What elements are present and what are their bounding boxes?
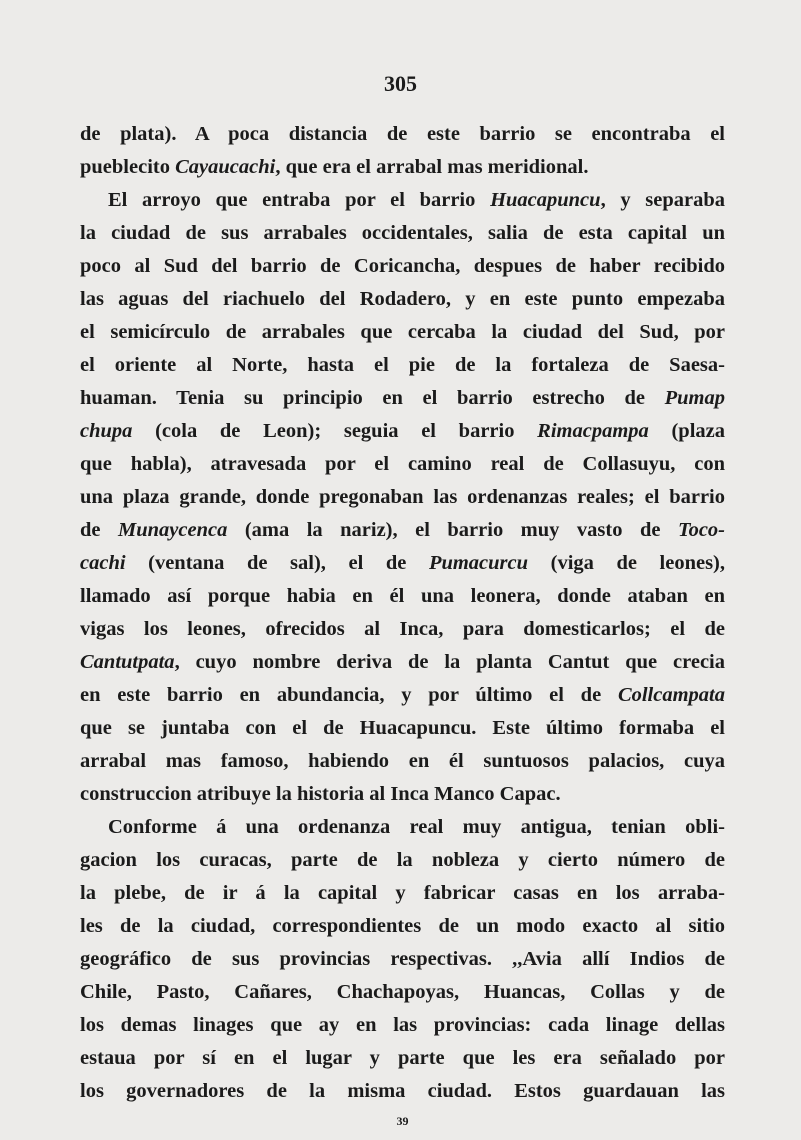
text-run: el oriente al Norte, hasta el pie de la fortaleza de Saesa- [80, 354, 725, 376]
text-run: (ama la nariz), el barrio muy vasto de [227, 519, 678, 541]
text-line [80, 1042, 725, 1075]
text-run: de [80, 519, 118, 541]
italic-term: Cayaucachi [175, 156, 276, 178]
text-run: Chile, Pasto, Cañares, Chachapoyas, Huancas, Collas y de [80, 981, 725, 1003]
text-run: poco al Sud del barrio de Coricancha, despues de haber recibido [80, 255, 725, 277]
text-line [80, 151, 725, 184]
text-line [80, 943, 725, 976]
text-line [80, 580, 725, 613]
text-line [80, 415, 725, 448]
text-line [80, 646, 725, 679]
text-run: la ciudad de sus arrabales occidentales, salia de esta capital un [80, 222, 725, 244]
text-line [80, 184, 725, 217]
text-line [80, 547, 725, 580]
text-line [80, 745, 725, 778]
text-run: El arroyo que entraba por el barrio [108, 189, 491, 211]
body-text [80, 118, 725, 1108]
text-run: pueblecito [80, 156, 176, 178]
italic-term: Rimacpampa [537, 420, 649, 442]
text-run: , que era el arrabal mas meridional. [275, 156, 589, 178]
text-line [80, 778, 725, 811]
italic-term: Pumap [664, 387, 725, 409]
text-line [80, 976, 725, 1009]
text-line [80, 712, 725, 745]
text-line [80, 250, 725, 283]
text-line [80, 382, 725, 415]
text-run: (cola de Leon); seguia el barrio [132, 420, 538, 442]
text-run: , cuyo nombre deriva de la planta Cantut que crecia [174, 651, 725, 673]
italic-term: Pumacurcu [428, 552, 529, 574]
text-run: (viga de leones), [528, 552, 725, 574]
text-run: (ventana de sal), el de [125, 552, 429, 574]
text-run: las aguas del riachuelo del Rodadero, y en este punto empezaba [80, 288, 725, 310]
italic-term: cachi [80, 552, 126, 574]
text-run: de plata). A poca distancia de este barrio se encontraba el [80, 123, 725, 145]
text-line [80, 118, 725, 151]
italic-term: Collcampata [617, 684, 725, 706]
text-run: Conforme á una ordenanza real muy antigua, tenian obli- [108, 816, 725, 838]
text-run: el semicírculo de arrabales que cercaba la ciudad del Sud, por [80, 321, 725, 343]
text-run: construccion atribuye la historia al Inca Manco Capac. [80, 783, 561, 805]
text-run: les de la ciudad, correspondientes de un modo exacto al sitio [80, 915, 725, 937]
page-number: 305 [384, 71, 417, 96]
italic-term: Huacapuncu [490, 189, 601, 211]
text-run: geográfico de sus provincias respectivas. ,,Avia allí Indios de [80, 948, 725, 970]
text-line [80, 679, 725, 712]
text-line [80, 283, 725, 316]
text-run: en este barrio en abundancia, y por último el de [80, 684, 618, 706]
text-run: arrabal mas famoso, habiendo en él suntuosos palacios, cuya [80, 750, 725, 772]
text-run: la plebe, de ir á la capital y fabricar casas en los arraba- [80, 882, 725, 904]
text-run: (plaza [648, 420, 725, 442]
italic-term: chupa [80, 420, 133, 442]
text-run: huaman. Tenia su principio en el barrio estrecho de [80, 387, 665, 409]
text-line [80, 1009, 725, 1042]
italic-term: Toco- [677, 519, 725, 541]
text-run: los governadores de la misma ciudad. Estos guardauan las [80, 1080, 725, 1102]
text-line [80, 877, 725, 910]
text-line [80, 811, 725, 844]
signature-mark: 39 [396, 1114, 409, 1128]
text-run: llamado así porque habia en él una leonera, donde ataban en [80, 585, 725, 607]
text-line [80, 481, 725, 514]
text-line [80, 844, 725, 877]
text-line [80, 514, 725, 547]
text-run: que habla), atravesada por el camino real de Collasuyu, con [80, 453, 725, 475]
italic-term: Munaycenca [118, 519, 228, 541]
text-run: los demas linages que ay en las provincias: cada linage dellas [80, 1014, 725, 1036]
text-run: vigas los leones, ofrecidos al Inca, para domesticarlos; el de [80, 618, 725, 640]
text-line [80, 349, 725, 382]
italic-term: Cantutpata [80, 651, 175, 673]
text-run: que se juntaba con el de Huacapuncu. Este último formaba el [80, 717, 725, 739]
text-line [80, 316, 725, 349]
text-line [80, 217, 725, 250]
text-run: , y separaba [600, 189, 725, 211]
text-run: gacion los curacas, parte de la nobleza y cierto número de [80, 849, 725, 871]
text-line [80, 1075, 725, 1108]
text-run: una plaza grande, donde pregonaban las ordenanzas reales; el barrio [80, 486, 725, 508]
text-line [80, 448, 725, 481]
text-run: estaua por sí en el lugar y parte que les era señalado por [80, 1047, 725, 1069]
text-line [80, 613, 725, 646]
text-line [80, 910, 725, 943]
